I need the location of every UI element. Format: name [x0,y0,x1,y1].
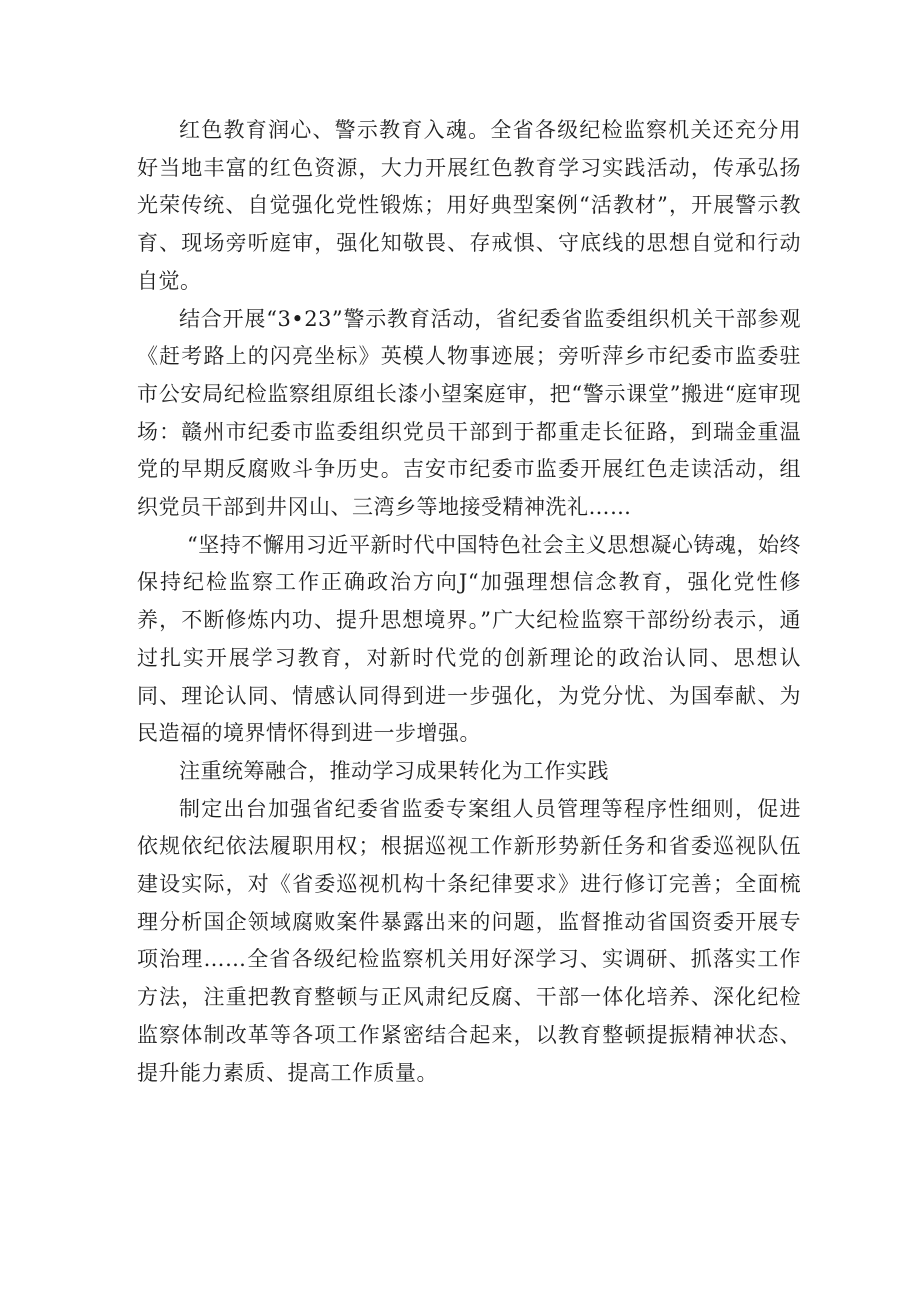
paragraph-work-practice: 制定出台加强省纪委省监委专案组人员管理等程序性细则，促进依规依纪依法履职用权；根据巡视工作新形势新任务和省委巡视队伍建设实际，对《省委巡视机构十条纪律要求》进行修订完善；全面梳理分析国企领域腐败案件暴露出来的问题，监督推动省国资委开展专项治理……全省各级纪检监察机关用好深学习、实调研、抓落实工作方法，注重把教育整顿与正风肃纪反腐、干部一体化培养、深化纪检监察体制改革等各项工作紧密结合起来，以教育整顿提振精神状态、提升能力素质、提高工作质量。 [137,796,801,1085]
paragraph-cadre-statements: “坚持不懈用习近平新时代中国特色社会主义思想凝心铸魂，始终保持纪检监察工作正确政治方向J“加强理想信念教育，强化党性修养，不断修炼内功、提升思想境界。”广大纪检监察干部纷纷表示，通过扎实开展学习教育，对新时代党的创新理论的政治认同、思想认同、理论认同、情感认同得到进一步强化，为党分忧、为国奉献、为民造福的境界情怀得到进一步增强。 [137,532,801,746]
section-heading: 注重统筹融合，推动学习成果转化为工作实践 [179,758,609,783]
paragraph-red-education: 红色教育润心、警示教育入魂。全省各级纪检监察机关还充分用好当地丰富的红色资源，大力开展红色教育学习实践活动，传承弘扬光荣传统、自觉强化党性锻炼；用好典型案例“活教材”，开展警示教育、现场旁听庭审，强化知敬畏、存戒惧、守底线的思想自觉和行动自觉。 [137,118,801,293]
paragraph-warning-education-activity: 结合开展“3•23”警示教育活动，省纪委省监委组织机关干部参观《赶考路上的闪亮坐标》英模人物事迹展；旁听萍乡市纪委市监委驻市公安局纪检监察组原组长漆小望案庭审，把“警示课堂”搬进“庭审现场：赣州市纪委市监委组织党员干部到于都重走长征路，到瑞金重温党的早期反腐败斗争历史。吉安市纪委市监委开展红色走读活动，组织党员干部到井冈山、三湾乡等地接受精神洗礼…… [137,306,801,520]
document-body [137,112,801,1092]
